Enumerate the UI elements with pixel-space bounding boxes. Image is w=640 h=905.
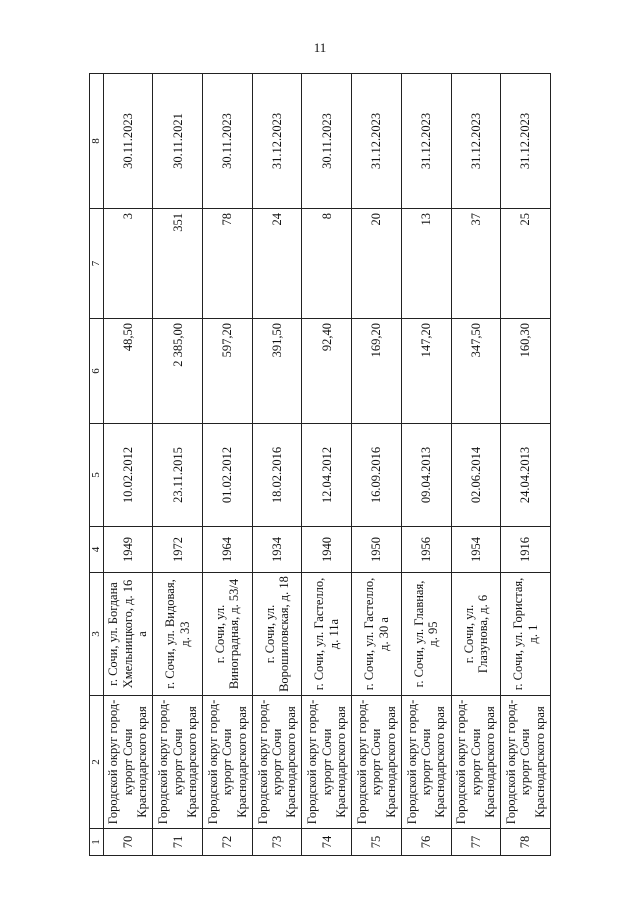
column-header: 7 (90, 209, 104, 319)
table-row (103, 74, 153, 856)
column-header: 8 (90, 74, 104, 209)
year-cell: 1964 (203, 527, 253, 573)
housing-table (89, 73, 551, 856)
table-row (451, 74, 501, 856)
year-cell: 1950 (352, 527, 402, 573)
rotated-table-container (89, 74, 551, 856)
municipality-cell: Городской округ город-курорт Сочи Краснодарского края (203, 696, 253, 829)
address-cell: г. Сочи, ул. Гастелло, д. 11а (302, 573, 352, 696)
table-row (501, 74, 551, 856)
count-cell: 24 (252, 209, 302, 319)
municipality-cell: Городской округ город-курорт Сочи Краснодарского края (252, 696, 302, 829)
date-cell: 10.02.2012 (103, 424, 153, 527)
address-cell: г. Сочи, ул. Виноградная, д. 53/4 (203, 573, 253, 696)
table-row (153, 74, 203, 856)
deadline-cell: 31.12.2023 (352, 74, 402, 209)
date-cell: 18.02.2016 (252, 424, 302, 527)
table-row (203, 74, 253, 856)
count-cell: 25 (501, 209, 551, 319)
count-cell: 351 (153, 209, 203, 319)
year-cell: 1940 (302, 527, 352, 573)
year-cell: 1916 (501, 527, 551, 573)
table-row (401, 74, 451, 856)
row-number: 74 (302, 829, 352, 856)
municipality-cell: Городской округ город-курорт Сочи Краснодарского края (501, 696, 551, 829)
year-cell: 1934 (252, 527, 302, 573)
deadline-cell: 30.11.2023 (203, 74, 253, 209)
municipality-cell: Городской округ город-курорт Сочи Краснодарского края (302, 696, 352, 829)
deadline-cell: 30.11.2023 (103, 74, 153, 209)
count-cell: 78 (203, 209, 253, 319)
date-cell: 23.11.2015 (153, 424, 203, 527)
count-cell: 37 (451, 209, 501, 319)
area-cell: 391,50 (252, 319, 302, 424)
row-number: 77 (451, 829, 501, 856)
column-header: 4 (90, 527, 104, 573)
area-cell: 597,20 (203, 319, 253, 424)
page-number: 11 (313, 40, 327, 55)
row-number: 70 (103, 829, 153, 856)
count-cell: 3 (103, 209, 153, 319)
address-cell: г. Сочи, ул. Глазунова, д. 6 (451, 573, 501, 696)
header-row (90, 74, 104, 856)
year-cell: 1954 (451, 527, 501, 573)
row-number: 75 (352, 829, 402, 856)
count-cell: 8 (302, 209, 352, 319)
municipality-cell: Городской округ город-курорт Сочи Краснодарского края (401, 696, 451, 829)
deadline-cell: 31.12.2023 (451, 74, 501, 209)
column-header: 1 (90, 829, 104, 856)
deadline-cell: 31.12.2023 (252, 74, 302, 209)
area-cell: 92,40 (302, 319, 352, 424)
year-cell: 1956 (401, 527, 451, 573)
column-header: 6 (90, 319, 104, 424)
municipality-cell: Городской округ город-курорт Сочи Краснодарского края (103, 696, 153, 829)
address-cell: г. Сочи, ул. Видовая, д. 33 (153, 573, 203, 696)
date-cell: 09.04.2013 (401, 424, 451, 527)
deadline-cell: 30.11.2021 (153, 74, 203, 209)
table-row (252, 74, 302, 856)
count-cell: 20 (352, 209, 402, 319)
deadline-cell: 30.11.2023 (302, 74, 352, 209)
column-header: 2 (90, 696, 104, 829)
date-cell: 24.04.2013 (501, 424, 551, 527)
count-cell: 13 (401, 209, 451, 319)
area-cell: 48,50 (103, 319, 153, 424)
row-number: 71 (153, 829, 203, 856)
address-cell: г. Сочи, ул. Ворошиловская, д. 18 (252, 573, 302, 696)
area-cell: 347,50 (451, 319, 501, 424)
deadline-cell: 31.12.2023 (501, 74, 551, 209)
table-row (352, 74, 402, 856)
column-header: 3 (90, 573, 104, 696)
address-cell: г. Сочи, ул. Гористая, д. 1 (501, 573, 551, 696)
date-cell: 02.06.2014 (451, 424, 501, 527)
date-cell: 01.02.2012 (203, 424, 253, 527)
date-cell: 12.04.2012 (302, 424, 352, 527)
area-cell: 160,30 (501, 319, 551, 424)
row-number: 73 (252, 829, 302, 856)
table-row (302, 74, 352, 856)
date-cell: 16.09.2016 (352, 424, 402, 527)
address-cell: г. Сочи, ул. Богдана Хмельницкого, д. 16 а (103, 573, 153, 696)
year-cell: 1972 (153, 527, 203, 573)
area-cell: 147,20 (401, 319, 451, 424)
municipality-cell: Городской округ город-курорт Сочи Краснодарского края (451, 696, 501, 829)
deadline-cell: 31.12.2023 (401, 74, 451, 209)
column-header: 5 (90, 424, 104, 527)
row-number: 72 (203, 829, 253, 856)
row-number: 78 (501, 829, 551, 856)
area-cell: 2 385,00 (153, 319, 203, 424)
municipality-cell: Городской округ город-курорт Сочи Краснодарского края (153, 696, 203, 829)
area-cell: 169,20 (352, 319, 402, 424)
municipality-cell: Городской округ город-курорт Сочи Краснодарского края (352, 696, 402, 829)
address-cell: г. Сочи, ул. Гастелло, д. 30 а (352, 573, 402, 696)
address-cell: г. Сочи, ул. Главная, д. 95 (401, 573, 451, 696)
row-number: 76 (401, 829, 451, 856)
year-cell: 1949 (103, 527, 153, 573)
